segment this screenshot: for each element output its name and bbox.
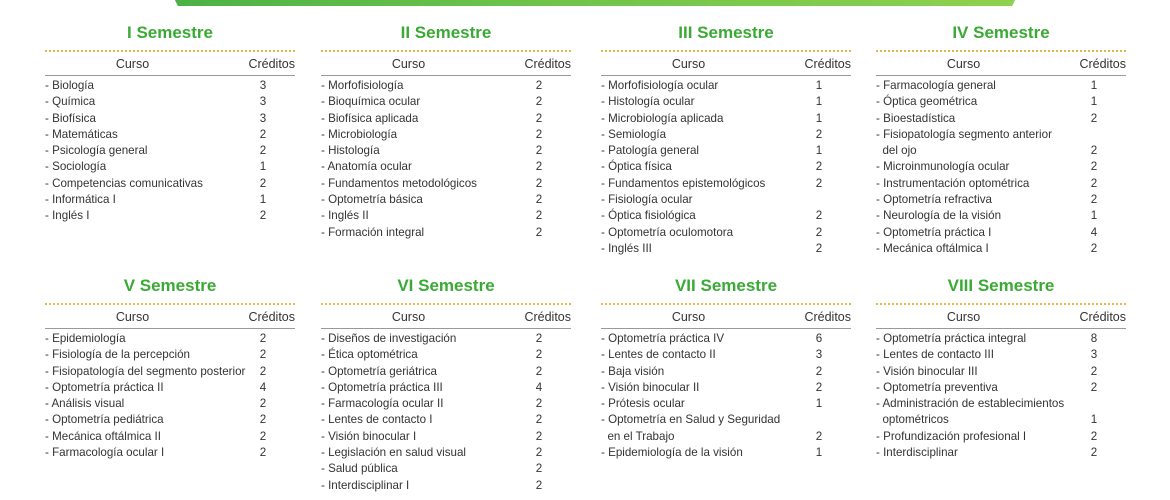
course-row [876,241,1126,257]
dotted-divider [321,50,571,52]
course-name: - Óptica geométrica [876,95,978,109]
course-name: - Optometría geriátrica [321,364,437,378]
course-row [45,127,295,143]
course-credits: 2 [1090,176,1098,190]
course-name: - Instrumentación optométrica [876,176,1030,190]
course-name: - Biología [45,79,94,92]
semester-block [876,22,1126,257]
course-name: - Informática I [45,193,116,207]
dotted-divider [876,303,1126,305]
course-name: del ojo [876,144,917,158]
course-credits: 2 [535,364,543,378]
course-credits: 2 [259,144,267,158]
header-creditos: Créditos [524,57,571,71]
dotted-divider [321,303,571,305]
course-name: - Ética optométrica [321,348,418,362]
course-name: - Inglés I [45,209,90,223]
course-name: - Optometría oculomotora [601,225,734,239]
column-header [321,307,571,327]
dotted-divider [45,303,295,305]
course-credits: 2 [259,446,267,460]
course-credits: 1 [815,446,823,460]
course-row [45,176,295,192]
course-row [45,364,295,380]
course-name: - Anatomía ocular [321,160,412,174]
header-creditos: Créditos [1079,57,1126,71]
dotted-divider [601,303,851,305]
course-credits: 2 [259,364,267,378]
course-row [601,445,851,461]
header-creditos: Créditos [1079,310,1126,324]
course-row [321,380,571,396]
course-name: - Morfofisiología [321,79,404,92]
dotted-divider [601,50,851,52]
course-list [876,331,1126,461]
course-row [321,331,571,347]
course-row [876,78,1126,94]
column-header [601,307,851,327]
course-row [601,176,851,192]
header-rule [601,328,851,329]
course-credits: 2 [259,413,267,427]
course-row [876,380,1126,396]
course-credits: 2 [1090,160,1098,174]
semester-block [601,275,851,461]
course-row [321,225,571,241]
course-credits: 2 [535,446,543,460]
course-name: - Optometría práctica integral [876,332,1027,345]
course-credits: 1 [815,95,823,109]
course-credits: 4 [259,380,267,394]
course-row [876,159,1126,175]
course-row [601,225,851,241]
course-credits: 2 [815,176,823,190]
course-credits: 6 [815,332,823,345]
course-row [45,94,295,110]
course-name: optométricos [876,413,949,427]
course-name: - Optometría pediátrica [45,413,164,427]
course-row [876,364,1126,380]
course-credits: 3 [259,111,267,125]
course-name: - Microbiología [321,127,398,141]
course-row [876,347,1126,363]
course-name: - Biofísica [45,111,96,125]
course-credits: 2 [1090,446,1098,460]
course-row [601,412,851,445]
course-credits: 1 [259,160,267,174]
course-credits: 2 [1090,429,1098,443]
course-row [321,143,571,159]
course-name: - Legislación en salud visual [321,446,467,460]
course-name: - Competencias comunicativas [45,176,203,190]
course-name: - Biofísica aplicada [321,111,419,125]
header-curso: Curso [946,57,981,71]
semester-title: VIII Semestre [947,276,1055,295]
course-row [321,78,571,94]
course-row [601,78,851,94]
course-name: - Farmacología ocular I [45,446,165,460]
course-row [45,143,295,159]
course-credits: 1 [815,397,823,411]
header-curso: Curso [115,57,150,71]
course-name: - Fisiología de la percepción [45,348,191,362]
column-header [45,54,295,74]
course-credits: 2 [535,429,543,443]
column-header [601,54,851,74]
course-credits: 2 [535,160,543,174]
course-name: - Lentes de contacto I [321,413,433,427]
course-credits: 3 [259,79,267,92]
course-name: - Prótesis ocular [601,397,685,411]
header-rule [876,328,1126,329]
course-row [45,78,295,94]
course-name: - Administración de establecimientos [876,397,1065,411]
course-credits: 2 [535,332,543,345]
semester-block [876,275,1126,461]
course-name: - Profundización profesional I [876,429,1027,443]
course-row [321,478,571,494]
course-name: - Baja visión [601,364,665,378]
course-name: - Microinmunología ocular [876,160,1010,174]
header-curso: Curso [671,57,706,71]
course-name: - Histología ocular [601,95,695,109]
course-row [321,445,571,461]
course-row [601,331,851,347]
course-name: - Farmacología ocular II [321,397,444,411]
course-credits: 2 [535,176,543,190]
course-name: - Visión binocular I [321,429,417,443]
course-row [876,208,1126,224]
course-row [601,364,851,380]
header-rule [321,75,571,76]
dotted-divider [876,50,1126,52]
header-creditos: Créditos [804,310,851,324]
header-creditos: Créditos [248,310,295,324]
course-name: - Diseños de investigación [321,332,457,345]
course-credits: 2 [259,176,267,190]
header-rule [45,328,295,329]
course-name: - Histología [321,144,380,158]
course-row [601,208,851,224]
course-row [321,396,571,412]
course-row [601,192,851,208]
course-credits: 2 [535,95,543,109]
course-name: - Microbiología aplicada [601,111,724,125]
course-name: - Bioestadística [876,111,956,125]
course-row [601,241,851,257]
course-row [601,380,851,396]
column-header [876,54,1126,74]
course-name: - Optometría refractiva [876,193,992,207]
course-credits: 2 [535,79,543,92]
course-row [321,412,571,428]
course-credits: 2 [815,364,823,378]
course-name: - Lentes de contacto II [601,348,716,362]
course-credits: 2 [259,429,267,443]
course-credits: 2 [259,348,267,362]
course-credits: 2 [535,478,543,492]
semester-block [45,275,295,461]
course-list [45,78,295,225]
course-row [876,331,1126,347]
course-credits: 2 [1090,380,1098,394]
header-rule [321,328,571,329]
course-credits: 2 [815,380,823,394]
column-header [45,307,295,327]
course-credits: 1 [815,79,823,92]
course-name: - Optometría práctica II [45,380,164,394]
course-list [321,331,571,494]
course-credits: 2 [535,209,543,223]
course-row [45,380,295,396]
course-credits: 2 [259,397,267,411]
semester-title: VII Semestre [674,276,778,295]
course-row [45,445,295,461]
semester-title: I Semestre [127,23,213,42]
course-name: - Mecánica oftálmica I [876,241,989,255]
course-row [321,208,571,224]
course-credits: 2 [535,111,543,125]
course-credits: 2 [1090,111,1098,125]
course-row [876,127,1126,160]
course-credits: 3 [815,348,823,362]
course-row [321,111,571,127]
course-name: - Óptica física [601,160,672,174]
semester-title: II Semestre [400,23,492,42]
header-rule [876,75,1126,76]
course-row [601,396,851,412]
course-name: - Semiología [601,127,667,141]
course-name: - Fisiología ocular [601,193,693,207]
course-credits: 1 [1090,79,1098,92]
semester-title: V Semestre [123,276,217,295]
course-row [321,461,571,477]
course-name: - Fundamentos epistemológicos [601,176,766,190]
course-credits: 2 [815,160,823,174]
semester-title: III Semestre [678,23,774,42]
course-row [45,412,295,428]
course-list [601,331,851,461]
course-row [601,111,851,127]
course-name: - Mecánica oftálmica II [45,429,161,443]
header-creditos: Créditos [804,57,851,71]
course-name: - Formación integral [321,225,425,239]
course-row [321,429,571,445]
course-row [876,192,1126,208]
semester-block [45,22,295,225]
course-credits: 2 [259,209,267,223]
header-curso: Curso [391,310,426,324]
course-credits: 3 [1090,348,1098,362]
course-name: - Visión binocular II [601,380,700,394]
course-name: - Farmacología general [876,79,996,92]
course-credits: 2 [535,225,543,239]
course-name: - Química [45,95,96,109]
course-credits: 2 [1090,364,1098,378]
course-name: - Epidemiología [45,332,126,345]
column-header [876,307,1126,327]
course-credits: 1 [259,193,267,207]
course-credits: 3 [259,95,267,109]
course-row [601,143,851,159]
course-credits: 2 [535,127,543,141]
course-credits: 2 [535,397,543,411]
semester-block [321,22,571,241]
course-credits: 1 [1090,209,1098,223]
course-credits: 8 [1090,332,1098,345]
course-name: - Bioquímica ocular [321,95,421,109]
course-row [321,176,571,192]
course-row [45,159,295,175]
course-name: - Análisis visual [45,397,125,411]
course-row [601,347,851,363]
course-name: - Psicología general [45,144,148,158]
course-credits: 1 [1090,95,1098,109]
header-rule [45,75,295,76]
semester-block [601,22,851,257]
course-credits: 4 [535,380,543,394]
course-list [321,78,571,241]
course-credits: 2 [815,209,823,223]
course-name: - Interdisciplinar [876,446,958,460]
course-credits: 2 [815,429,823,443]
course-credits: 2 [1090,241,1098,255]
course-row [601,127,851,143]
course-name: - Fisiopatología del segmento posterior [45,364,246,378]
course-row [45,347,295,363]
course-name: - Sociología [45,160,107,174]
course-name: - Optometría práctica III [321,380,443,394]
course-name: - Optometría preventiva [876,380,998,394]
course-name: - Inglés II [321,209,369,223]
course-row [45,396,295,412]
header-creditos: Créditos [248,57,295,71]
course-credits: 2 [535,144,543,158]
course-credits: 1 [1090,413,1098,427]
header-creditos: Créditos [524,310,571,324]
course-row [45,208,295,224]
header-rule [601,75,851,76]
course-credits: 1 [815,111,823,125]
course-credits: 4 [1090,225,1098,239]
course-credits: 1 [815,144,823,158]
course-list [876,78,1126,257]
course-name: - Optometría práctica I [876,225,992,239]
course-row [45,429,295,445]
course-credits: 2 [535,413,543,427]
course-credits: 2 [535,348,543,362]
course-name: - Neurología de la visión [876,209,1002,223]
course-credits: 2 [815,127,823,141]
header-curso: Curso [115,310,150,324]
course-name: - Patología general [601,144,699,158]
course-row [321,94,571,110]
course-row [876,429,1126,445]
course-row [45,331,295,347]
course-list [45,331,295,461]
course-name: - Matemáticas [45,127,118,141]
course-row [45,111,295,127]
column-header [321,54,571,74]
course-credits: 2 [259,127,267,141]
course-name: - Inglés III [601,241,652,255]
course-credits: 2 [1090,193,1098,207]
top-banner [165,0,1025,6]
dotted-divider [45,50,295,52]
course-credits: 2 [1090,144,1098,158]
course-name: - Visión binocular III [876,364,978,378]
course-name: - Interdisciplinar I [321,478,410,492]
header-curso: Curso [671,310,706,324]
course-name: - Fisiopatología segmento anterior [876,127,1052,141]
course-row [601,159,851,175]
header-curso: Curso [391,57,426,71]
course-row [876,396,1126,429]
header-curso: Curso [946,310,981,324]
course-credits: 2 [535,193,543,207]
course-credits: 2 [815,225,823,239]
course-name: - Optometría básica [321,193,423,207]
course-row [45,192,295,208]
course-row [876,225,1126,241]
course-row [876,111,1126,127]
course-name: - Lentes de contacto III [876,348,994,362]
course-row [321,347,571,363]
semester-block [321,275,571,494]
course-name: - Fundamentos metodológicos [321,176,477,190]
semester-title: IV Semestre [952,23,1050,42]
course-credits: 2 [259,332,267,345]
course-name: - Optometría en Salud y Seguridad [601,413,781,427]
semester-title: VI Semestre [397,276,495,295]
course-row [876,94,1126,110]
course-row [321,364,571,380]
course-name: - Optometría práctica IV [601,332,725,345]
course-row [876,445,1126,461]
course-name: - Óptica fisiológica [601,209,696,223]
course-credits: 2 [535,462,543,476]
course-row [321,159,571,175]
course-row [321,192,571,208]
course-row [601,94,851,110]
course-row [321,127,571,143]
course-name: - Salud pública [321,462,398,476]
course-name: en el Trabajo [601,429,675,443]
course-list [601,78,851,257]
course-name: - Morfofisiología ocular [601,79,719,92]
course-name: - Epidemiología de la visión [601,446,743,460]
course-row [876,176,1126,192]
course-credits: 2 [815,241,823,255]
